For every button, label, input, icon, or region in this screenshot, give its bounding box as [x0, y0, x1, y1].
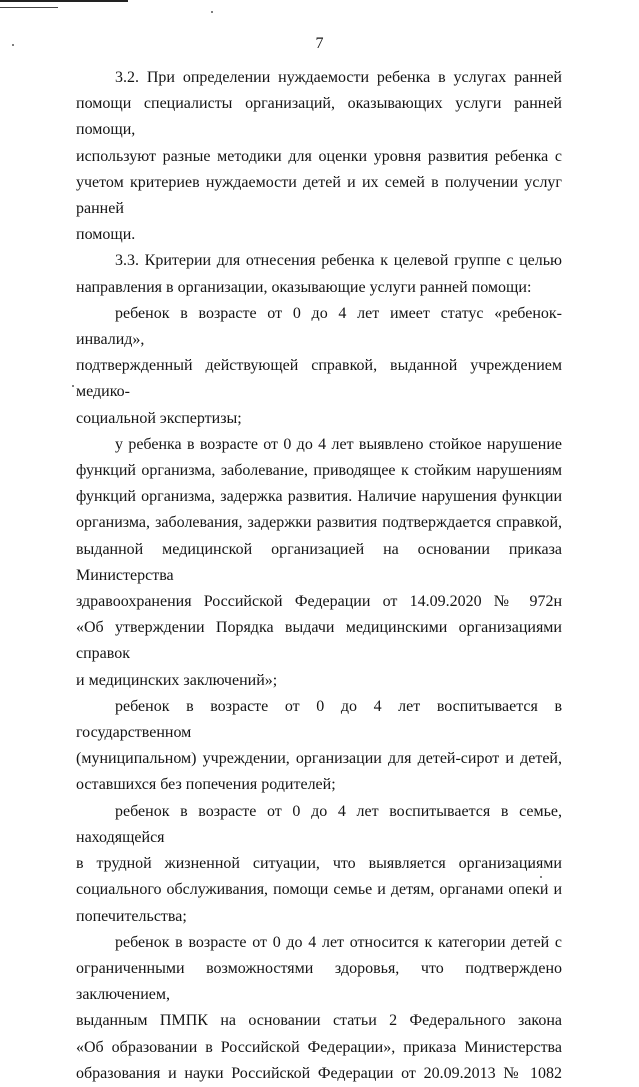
- page-number: 7: [315, 35, 324, 52]
- text-line: ограниченными возможностями здоровья, что подтверждено заключением,: [76, 959, 562, 1004]
- scan-speck: [72, 385, 74, 387]
- text-line: здравоохранения Российской Федерации от 14.09.2020 № 972н: [76, 593, 562, 611]
- text-line: подтвержденный действующей справкой, выданной учреждением медико-: [76, 357, 562, 401]
- scan-artifact-line: [0, 7, 58, 8]
- text-line: ребенок в возрасте от 0 до 4 лет относится к категории детей с: [115, 933, 562, 951]
- text-line: функций организма, заболевание, приводящее к стойким нарушениям: [76, 462, 562, 480]
- text-line: выданной медицинской организацией на основании приказа Министерства: [76, 540, 562, 584]
- text-line: организма, заболевания, задержки развития подтверждается справкой,: [76, 514, 562, 532]
- text-line: 3.3. Критерии для отнесения ребенка к целевой группе с целью: [115, 252, 562, 270]
- criterion-persistent-disorder: [76, 432, 562, 694]
- document-body: [76, 65, 562, 1087]
- paragraph-3-3: [76, 248, 562, 300]
- criterion-limited-health: [76, 930, 562, 1087]
- text-line: выданным ПМПК на основании статьи 2 Федерального закона: [76, 1012, 562, 1030]
- criterion-disabled-status: [76, 301, 562, 432]
- text-line: ребенок в возрасте от 0 до 4 лет воспитывается в государственном: [76, 697, 562, 742]
- text-line: помощи.: [76, 226, 136, 244]
- text-line: 3.2. При определении нуждаемости ребенка в услугах ранней: [115, 69, 562, 86]
- scan-speck: [211, 11, 213, 13]
- text-line: «Об образовании в Российской Федерации», приказа Министерства: [76, 1038, 562, 1056]
- text-line: (муниципальном) учреждении, организации для детей-сирот и детей,: [76, 750, 562, 768]
- text-line: попечительства;: [76, 907, 187, 925]
- text-line: в трудной жизненной ситуации, что выявляется организациями: [76, 855, 562, 873]
- criterion-difficult-situation: [76, 799, 562, 930]
- criterion-orphan-institution: [76, 694, 562, 799]
- text-line: направления в организации, оказывающие услуги ранней помощи:: [76, 278, 532, 296]
- text-line: ребенок в возрасте от 0 до 4 лет имеет статус «ребенок-инвалид»,: [76, 304, 562, 349]
- text-line: социального обслуживания, помощи семье и детям, органами опеки и: [76, 881, 562, 899]
- text-line: и медицинских заключений»;: [76, 671, 278, 689]
- text-line: образования и науки Российской Федерации от 20.09.2013 № 1082: [76, 1064, 562, 1082]
- text-line: ребенок в возрасте от 0 до 4 лет воспитывается в семье, находящейся: [76, 802, 562, 846]
- text-line: «Об утверждении Порядка выдачи медицинскими организациями справок: [76, 619, 562, 663]
- text-line: у ребенка в возрасте от 0 до 4 лет выявлено стойкое нарушение: [115, 435, 562, 453]
- paragraph-3-2: [76, 65, 562, 248]
- text-line: используют разные методики для оценки уровня развития ребенка с: [76, 147, 562, 165]
- text-line: помощи специалисты организаций, оказывающих услуги ранней помощи,: [76, 95, 562, 139]
- text-line: учетом критериев нуждаемости детей и их семей в получении услуг ранней: [76, 173, 562, 218]
- text-line: социальной экспертизы;: [76, 409, 242, 427]
- text-line: оставшихся без попечения родителей;: [76, 776, 336, 794]
- text-line: функций организма, задержка развития. Наличие нарушения функции: [76, 488, 562, 506]
- scan-artifact-line: [0, 0, 128, 2]
